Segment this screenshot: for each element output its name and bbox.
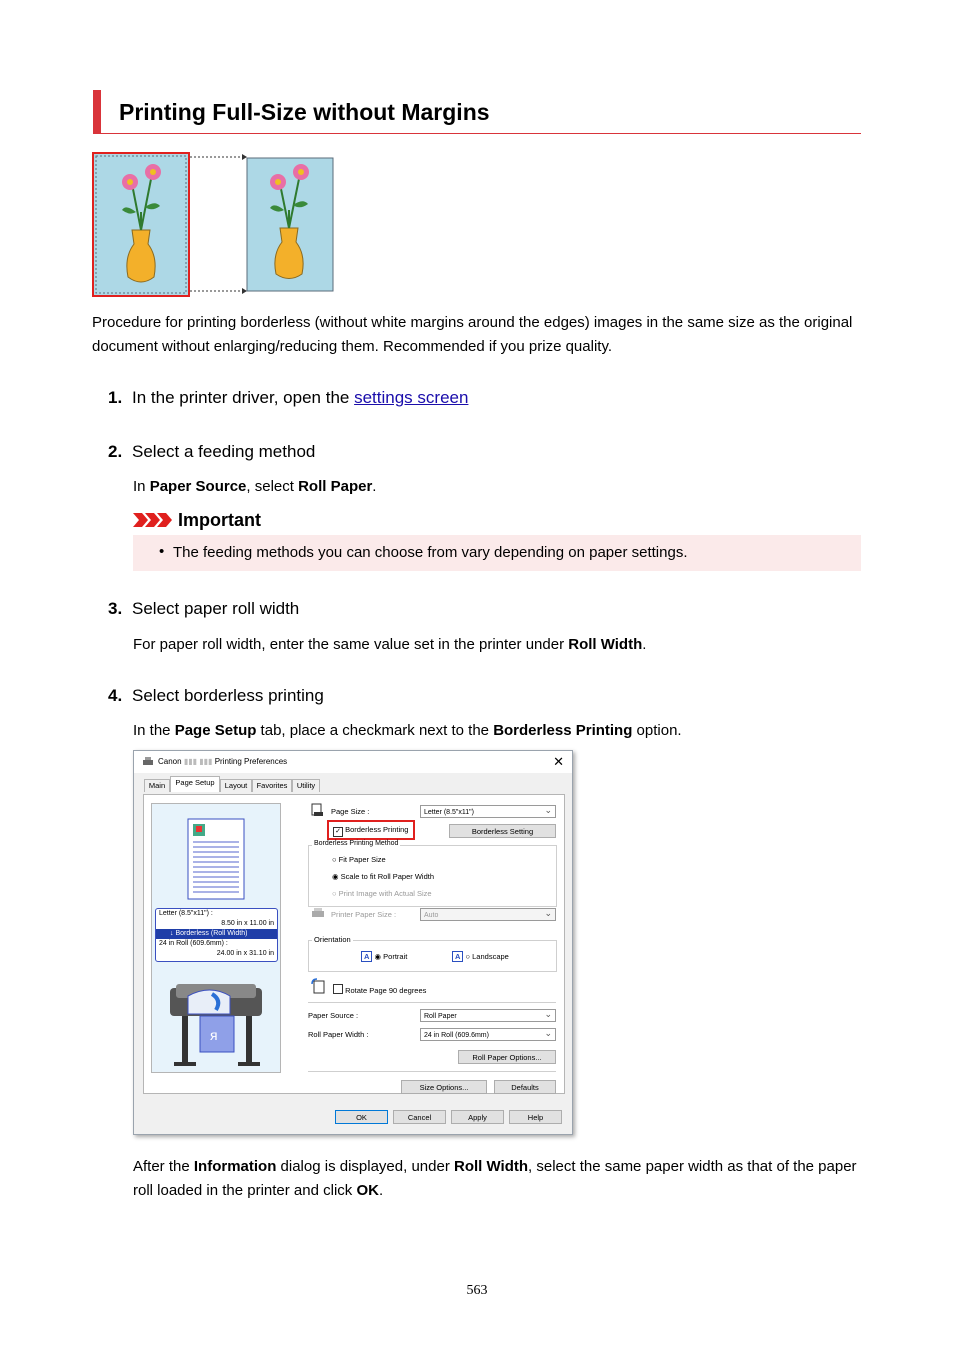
large-format-printer-image bbox=[160, 966, 272, 1070]
tab-main[interactable]: Main bbox=[144, 779, 170, 792]
rotate-checkbox[interactable] bbox=[333, 984, 343, 994]
step-4 bbox=[108, 686, 324, 706]
roll-paper-term: Roll Paper bbox=[298, 478, 373, 495]
landscape-label: Landscape bbox=[472, 952, 509, 961]
fit-paper-size-option[interactable] bbox=[332, 855, 386, 864]
important-arrows-icon bbox=[133, 513, 173, 527]
help-button[interactable]: Help bbox=[509, 1110, 562, 1124]
text: In the bbox=[133, 722, 175, 739]
tab-utility[interactable]: Utility bbox=[292, 779, 320, 792]
option-label: Fit Paper Size bbox=[338, 855, 386, 864]
rotate-label: Rotate Page 90 degrees bbox=[345, 986, 427, 995]
radio-selected-icon: ◉ bbox=[374, 952, 382, 961]
important-heading bbox=[133, 510, 261, 531]
borderless-highlight bbox=[327, 820, 415, 840]
preview-info-box bbox=[155, 908, 278, 962]
size-options-button[interactable]: Size Options... bbox=[401, 1080, 487, 1094]
text: . bbox=[642, 636, 647, 653]
title-prefix: Canon bbox=[158, 757, 182, 766]
preview-output-size: 24 in Roll (609.6mm) : bbox=[159, 940, 228, 947]
intro-paragraph: Procedure for printing borderless (without white margins around the edges) images in the same size as the original document without enlarging/reducing them. Recommended if you prize quality. bbox=[92, 314, 853, 355]
text: tab, place a checkmark next to the bbox=[256, 722, 494, 739]
close-icon[interactable]: ✕ bbox=[553, 754, 564, 769]
printer-paper-size-label: Printer Paper Size : bbox=[331, 910, 397, 919]
apply-button[interactable]: Apply bbox=[451, 1110, 504, 1124]
preview-pane bbox=[151, 803, 281, 1073]
page-size-label: Page Size : bbox=[331, 807, 370, 816]
text: After the bbox=[133, 1158, 194, 1175]
ok-term: OK bbox=[356, 1182, 379, 1199]
text: dialog is displayed, under bbox=[276, 1158, 454, 1175]
tab-page-setup[interactable]: Page Setup bbox=[170, 776, 220, 792]
radio-selected-icon: ◉ bbox=[332, 872, 339, 881]
text: In bbox=[133, 478, 150, 495]
borderless-illustration bbox=[92, 152, 337, 298]
dialog-titlebar bbox=[134, 751, 572, 773]
preview-original-dims: 8.50 in x 11.00 in bbox=[221, 920, 274, 927]
step-text: Select paper roll width bbox=[132, 599, 300, 618]
final-instruction bbox=[133, 1155, 873, 1203]
roll-width-label: Roll Paper Width : bbox=[308, 1030, 369, 1039]
text: . bbox=[372, 478, 377, 495]
rotate-checkbox-row[interactable] bbox=[333, 984, 426, 995]
step-number: 3. bbox=[108, 599, 123, 618]
page-preview-image bbox=[187, 818, 245, 900]
divider bbox=[308, 1002, 556, 1003]
bullet: • bbox=[159, 543, 165, 560]
step-2 bbox=[108, 442, 315, 462]
divider bbox=[308, 1071, 556, 1072]
page-title: Printing Full-Size without Margins bbox=[119, 99, 490, 125]
scale-to-fit-option[interactable] bbox=[332, 872, 434, 881]
text: option. bbox=[632, 722, 682, 739]
actual-size-option[interactable] bbox=[332, 889, 432, 898]
printing-preferences-dialog bbox=[133, 750, 573, 1135]
step-4-detail bbox=[133, 722, 682, 739]
roll-paper-options-button[interactable]: Roll Paper Options... bbox=[458, 1050, 556, 1064]
step-text: Select a feeding method bbox=[132, 442, 316, 461]
page-number: 563 bbox=[466, 1283, 488, 1298]
preview-output-dims: 24.00 in x 31.10 in bbox=[216, 950, 274, 957]
radio-icon: ○ bbox=[332, 855, 337, 864]
step-number: 4. bbox=[108, 686, 123, 705]
title-suffix: Printing Preferences bbox=[214, 757, 288, 766]
borderless-method-label: Borderless Printing Method bbox=[314, 840, 399, 847]
svg-text:ᴙ: ᴙ bbox=[210, 1027, 218, 1043]
orientation-label: Orientation bbox=[314, 935, 351, 944]
printer-icon bbox=[142, 757, 154, 767]
roll-width-term: Roll Width bbox=[568, 636, 643, 653]
portrait-label: Portrait bbox=[383, 952, 408, 961]
step-text: In the printer driver, open the bbox=[132, 388, 355, 407]
important-box bbox=[133, 535, 861, 571]
cancel-button[interactable]: Cancel bbox=[393, 1110, 446, 1124]
text: For paper roll width, enter the same value set in the printer under bbox=[133, 636, 569, 653]
printer-paper-icon bbox=[311, 907, 325, 919]
step-1 bbox=[108, 388, 468, 408]
borderless-printing-term: Borderless Printing bbox=[493, 722, 633, 739]
option-label: Print Image with Actual Size bbox=[338, 889, 432, 898]
step-3 bbox=[108, 599, 299, 619]
paper-source-select[interactable]: Roll Paper ⌄ bbox=[420, 1009, 556, 1022]
page-size-select[interactable]: Letter (8.5"x11") ⌄ bbox=[420, 805, 556, 818]
borderless-checkbox[interactable]: ✓ bbox=[333, 827, 343, 837]
roll-width-term: Roll Width bbox=[454, 1158, 529, 1175]
landscape-option[interactable] bbox=[452, 951, 509, 962]
title-accent-bar bbox=[93, 90, 101, 133]
radio-icon: ○ bbox=[332, 889, 337, 898]
ok-button[interactable]: OK bbox=[335, 1110, 388, 1124]
text: , select bbox=[246, 478, 299, 495]
paper-source-term: Paper Source bbox=[149, 478, 247, 495]
preview-mode: Borderless (Roll Width) bbox=[175, 930, 248, 937]
page-setup-panel bbox=[143, 794, 565, 1094]
step-3-detail bbox=[133, 636, 646, 653]
portrait-icon: A bbox=[361, 951, 372, 962]
dialog-title: Canon ▮▮▮ ▮▮▮ Printing Preferences bbox=[158, 757, 288, 766]
option-label: Scale to fit Roll Paper Width bbox=[340, 872, 435, 881]
borderless-setting-button[interactable]: Borderless Setting bbox=[449, 824, 556, 838]
information-term: Information bbox=[193, 1158, 277, 1175]
step-text: Select borderless printing bbox=[132, 686, 324, 705]
defaults-button[interactable]: Defaults bbox=[494, 1080, 556, 1094]
settings-screen-link[interactable]: settings screen bbox=[354, 388, 469, 407]
important-label: Important bbox=[178, 510, 262, 530]
original-page-image bbox=[93, 153, 189, 296]
orientation-group bbox=[308, 940, 557, 972]
text: . bbox=[378, 1182, 384, 1199]
preview-original-size: Letter (8.5"x11") : bbox=[159, 910, 213, 917]
step-2-detail bbox=[133, 478, 376, 495]
landscape-icon: A bbox=[452, 951, 463, 962]
tab-favorites[interactable]: Favorites bbox=[252, 779, 292, 792]
borderless-result-image bbox=[247, 158, 333, 291]
title-section bbox=[93, 90, 861, 134]
borderless-label: Borderless Printing bbox=[345, 825, 409, 834]
text: , select the same paper width as that of the paper roll loaded in the printer and click bbox=[133, 1158, 857, 1199]
step-number: 1. bbox=[108, 388, 123, 407]
paper-source-label: Paper Source : bbox=[308, 1011, 359, 1020]
step-number: 2. bbox=[108, 442, 123, 461]
preview-mode-row: ↓ Borderless (Roll Width) bbox=[156, 929, 277, 939]
radio-icon: ○ bbox=[465, 952, 471, 961]
important-text: The feeding methods you can choose from vary depending on paper settings. bbox=[173, 544, 688, 561]
printer-paper-size-select[interactable]: Auto ⌄ bbox=[420, 908, 556, 921]
page-size-icon bbox=[310, 803, 324, 817]
roll-width-select[interactable]: 24 in Roll (609.6mm) ⌄ bbox=[420, 1028, 556, 1041]
tab-layout[interactable]: Layout bbox=[220, 779, 252, 792]
page-setup-term: Page Setup bbox=[174, 722, 257, 739]
portrait-option[interactable] bbox=[361, 951, 407, 962]
rotate-icon bbox=[310, 978, 326, 994]
